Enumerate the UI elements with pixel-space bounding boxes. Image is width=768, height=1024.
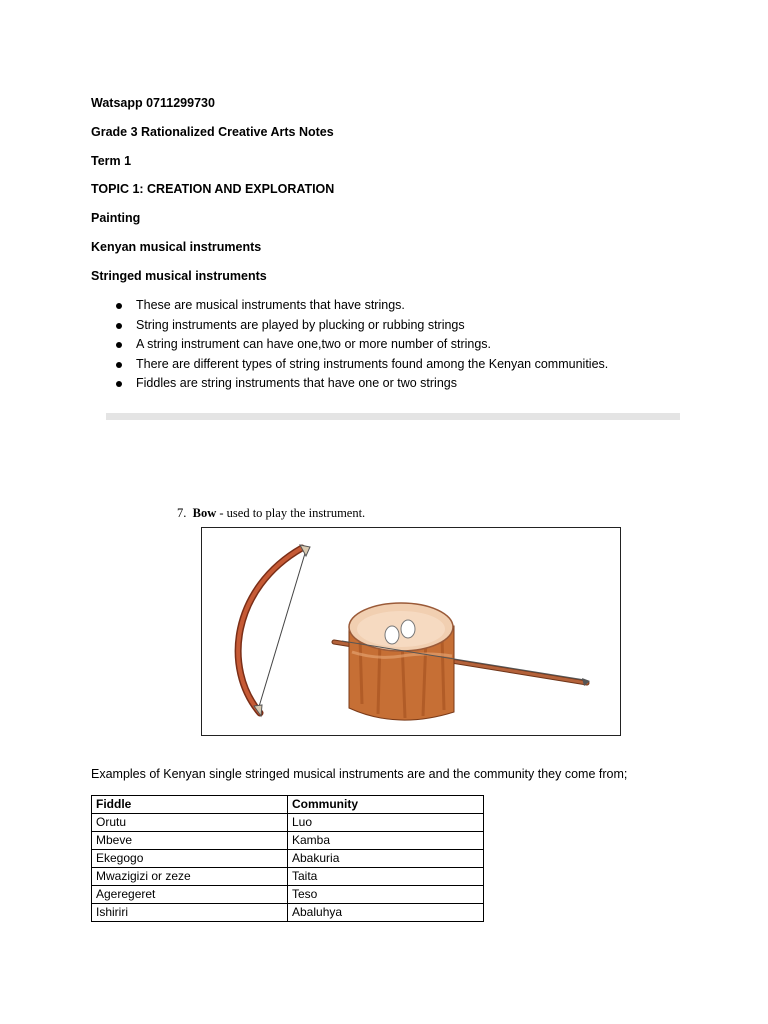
section-heading: Kenyan musical instruments [91,240,262,254]
fiddle-cell: Ekegogo [92,850,288,868]
fiddle-cell: Mwazigizi or zeze [92,868,288,886]
table-row [92,832,484,850]
community-cell: Teso [288,886,484,904]
column-header-fiddle: Fiddle [92,796,288,814]
subtopic-heading: Painting [91,211,141,225]
bullet-item: There are different types of string instruments found among the Kenyan communities. [91,355,731,375]
caption-number: 7. [177,506,187,520]
topic-heading: TOPIC 1: CREATION AND EXPLORATION [91,182,335,196]
bow-icon [238,545,310,716]
bullet-dot-icon [116,323,122,329]
table-header-row [92,796,484,814]
bullet-item: String instruments are played by plucking or rubbing strings [91,316,731,336]
fiddle-community-table [91,795,484,922]
figure-caption [177,506,365,521]
fiddle-cell: Mbeve [92,832,288,850]
fiddle-cell: Orutu [92,814,288,832]
community-cell: Luo [288,814,484,832]
fiddle-and-bow-illustration [202,528,620,735]
bullet-item: A string instrument can have one,two or more number of strings. [91,335,731,355]
document-title: Grade 3 Rationalized Creative Arts Notes [91,125,334,139]
table-intro: Examples of Kenyan single stringed musical instruments are and the community they come from; [91,767,628,781]
bullet-dot-icon [116,342,122,348]
table-row [92,904,484,922]
fiddle-icon [334,603,590,720]
bullet-item: Fiddles are string instruments that have one or two strings [91,374,731,394]
table-row [92,868,484,886]
table-row [92,886,484,904]
bullet-item: These are musical instruments that have strings. [91,296,731,316]
caption-term: Bow [192,506,217,520]
subsection-heading: Stringed musical instruments [91,269,267,283]
community-cell: Abaluhya [288,904,484,922]
section-divider [106,413,680,420]
bullet-dot-icon [116,362,122,368]
instrument-figure [201,527,621,736]
community-cell: Abakuria [288,850,484,868]
community-cell: Taita [288,868,484,886]
contact-line: Watsapp 0711299730 [91,96,215,110]
fiddle-cell: Ageregeret [92,886,288,904]
caption-text: - used to play the instrument. [216,506,366,520]
table-row [92,814,484,832]
table-row [92,850,484,868]
column-header-community: Community [288,796,484,814]
term-label: Term 1 [91,154,132,168]
bullet-dot-icon [116,303,122,309]
fiddle-cell: Ishiriri [92,904,288,922]
bullet-list [91,296,731,394]
community-cell: Kamba [288,832,484,850]
bullet-dot-icon [116,381,122,387]
